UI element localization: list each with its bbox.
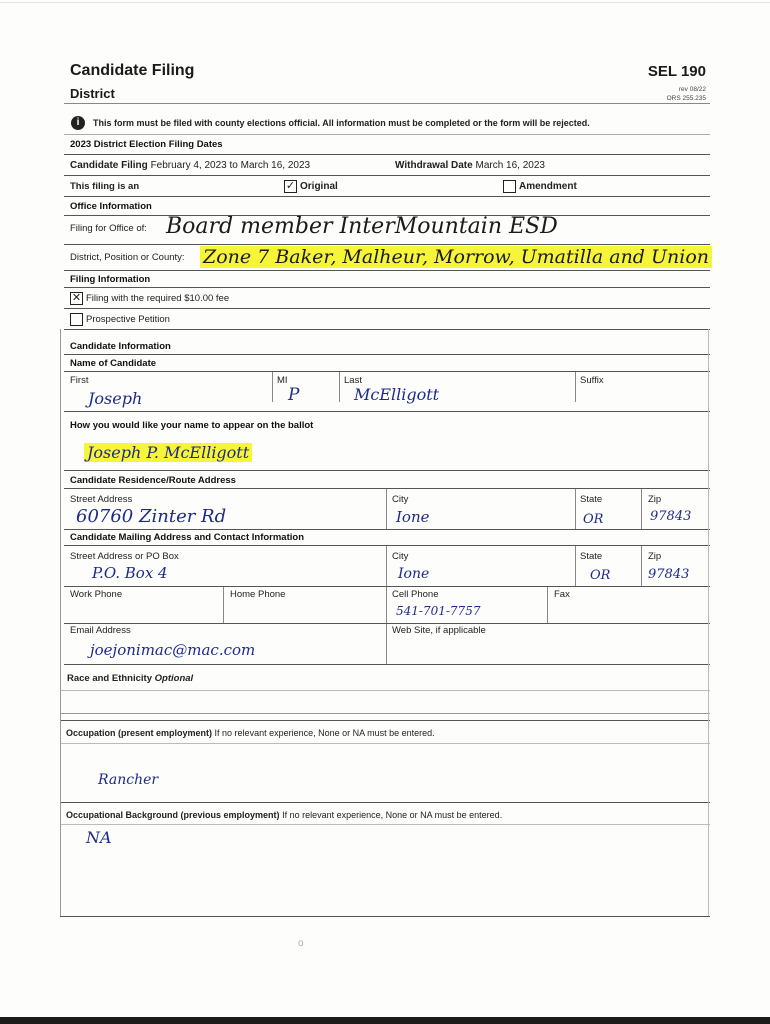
rule (60, 720, 710, 721)
col-divider (386, 624, 387, 664)
email-label: Email Address (70, 625, 131, 636)
petition-checkbox[interactable] (70, 313, 83, 326)
district-value[interactable] (200, 246, 712, 268)
rule (64, 154, 710, 155)
withdrawal-value: March 16, 2023 (475, 160, 545, 171)
col-divider (641, 546, 642, 586)
rule (64, 354, 710, 355)
form-title: Candidate Filing (70, 62, 195, 79)
x-mark-icon: ✕ (71, 292, 82, 304)
occupation-value[interactable]: Rancher (98, 772, 159, 788)
col-divider (575, 546, 576, 586)
col-divider (223, 587, 224, 623)
rule (64, 586, 710, 587)
rule (60, 824, 710, 825)
scan-edge-top (0, 2, 770, 3)
residence-city-value[interactable]: Ione (396, 508, 430, 526)
residence-street-value[interactable]: 60760 Zinter Rd (76, 506, 227, 527)
office-label: Filing for Office of: (70, 223, 147, 234)
race-heading: Race and Ethnicity (67, 673, 152, 684)
name-heading: Name of Candidate (70, 358, 157, 369)
ballot-label: How you would like your name to appear on the ballot (70, 420, 314, 431)
first-name-value[interactable]: Joseph (88, 389, 143, 408)
amendment-label: Amendment (519, 181, 577, 192)
col-divider (386, 489, 387, 529)
mailing-state-value[interactable]: OR (590, 568, 611, 583)
work-phone-label: Work Phone (70, 589, 123, 600)
filing-info-heading: Filing Information (70, 274, 151, 285)
col-divider (386, 587, 387, 623)
rule (60, 743, 710, 744)
mi-label: MI (277, 375, 288, 386)
ballot-name-text: Joseph P. McElligott (84, 443, 252, 462)
header-rule (64, 103, 710, 104)
form-code: SEL 190 (647, 63, 706, 80)
home-phone-label: Home Phone (230, 589, 286, 600)
rule (64, 270, 710, 271)
district-label: District, Position or County: (70, 252, 185, 263)
last-label: Last (344, 375, 362, 386)
form-bottom-border (60, 916, 710, 917)
original-checkbox[interactable] (284, 180, 297, 193)
form-rev: rev 08/22 (678, 86, 706, 93)
rule (64, 244, 710, 245)
rule (64, 545, 710, 546)
dates-heading: 2023 District Election Filing Dates (70, 139, 223, 150)
footer-mark: o (298, 938, 304, 949)
rule (64, 175, 710, 176)
rule (64, 529, 710, 530)
col-divider (339, 372, 340, 402)
rule (64, 470, 710, 471)
rule (64, 664, 710, 665)
rule (64, 371, 710, 372)
filing-type-label: This filing is an (70, 181, 140, 192)
first-label: First (70, 375, 89, 386)
info-icon: i (71, 116, 85, 130)
checkmark-icon: ✓ (285, 180, 296, 192)
form-subtitle: District (70, 86, 115, 101)
residence-heading: Candidate Residence/Route Address (70, 475, 236, 486)
petition-label: Prospective Petition (86, 314, 170, 325)
mailing-city-label: City (392, 551, 409, 562)
col-divider (641, 489, 642, 529)
rule (64, 308, 710, 309)
residence-street-label: Street Address (70, 494, 133, 505)
col-divider (575, 489, 576, 529)
race-optional: Optional (154, 673, 194, 684)
form-ors: ORS 255.235 (666, 95, 706, 102)
rule (64, 411, 710, 412)
candidate-heading: Candidate Information (70, 341, 171, 352)
residence-city-label: City (392, 494, 409, 505)
district-value-text: Zone 7 Baker, Malheur, Morrow, Umatilla and Union (200, 246, 712, 268)
fee-checkbox[interactable] (70, 292, 83, 305)
filing-dates-value: February 4, 2023 to March 16, 2023 (150, 160, 311, 171)
original-label: Original (300, 181, 338, 192)
col-divider (272, 372, 273, 402)
rule (60, 690, 710, 691)
background-heading: Occupational Background (previous employment) (66, 810, 280, 820)
rule (64, 196, 710, 197)
col-divider (547, 587, 548, 623)
office-heading: Office Information (70, 201, 152, 212)
notice-text: This form must be filed with county elections official. All information must be completed or the form will be rejected. (93, 118, 590, 128)
occupation-note: If no relevant experience, None or NA must be entered. (214, 728, 435, 738)
mailing-street-value[interactable]: P.O. Box 4 (92, 564, 168, 582)
occupation-heading: Occupation (present employment) (66, 728, 213, 738)
mailing-street-label: Street Address or PO Box (70, 551, 179, 562)
middle-initial-value[interactable]: P (288, 385, 300, 405)
amendment-checkbox[interactable] (503, 180, 516, 193)
fax-label: Fax (554, 589, 570, 600)
rule (64, 134, 710, 135)
residence-state-value[interactable]: OR (583, 512, 604, 527)
office-value[interactable]: Board member InterMountain ESD (166, 214, 558, 239)
col-divider (575, 372, 576, 402)
residence-zip-value[interactable]: 97843 (650, 509, 692, 524)
residence-zip-label: Zip (648, 494, 662, 505)
suffix-label: Suffix (580, 375, 604, 386)
form-left-border (60, 329, 61, 917)
col-divider (386, 546, 387, 586)
form-right-border (708, 329, 709, 917)
mailing-heading: Candidate Mailing Address and Contact Information (70, 532, 304, 543)
withdrawal-label: Withdrawal Date (395, 160, 473, 171)
ballot-name-value[interactable] (84, 443, 252, 462)
rule (60, 713, 710, 714)
mailing-zip-value[interactable]: 97843 (648, 567, 690, 582)
website-label: Web Site, if applicable (392, 625, 486, 636)
mailing-zip-label: Zip (648, 551, 662, 562)
rule (64, 488, 710, 489)
last-name-value[interactable]: McElligott (354, 385, 440, 404)
cell-phone-label: Cell Phone (392, 589, 439, 600)
rule (64, 329, 710, 330)
background-value[interactable]: NA (86, 828, 112, 847)
background-note: If no relevant experience, None or NA must be entered. (282, 810, 503, 820)
scan-edge-bottom (0, 1017, 770, 1024)
email-value[interactable]: joejonimac@mac.com (90, 641, 256, 659)
mailing-city-value[interactable]: Ione (398, 566, 430, 582)
filing-dates-label: Candidate Filing (70, 160, 148, 171)
residence-state-label: State (580, 494, 603, 505)
rule (64, 623, 710, 624)
fee-label: Filing with the required $10.00 fee (86, 293, 230, 304)
cell-phone-value[interactable]: 541-701-7757 (396, 604, 481, 618)
mailing-state-label: State (580, 551, 603, 562)
rule (64, 287, 710, 288)
rule (60, 802, 710, 803)
